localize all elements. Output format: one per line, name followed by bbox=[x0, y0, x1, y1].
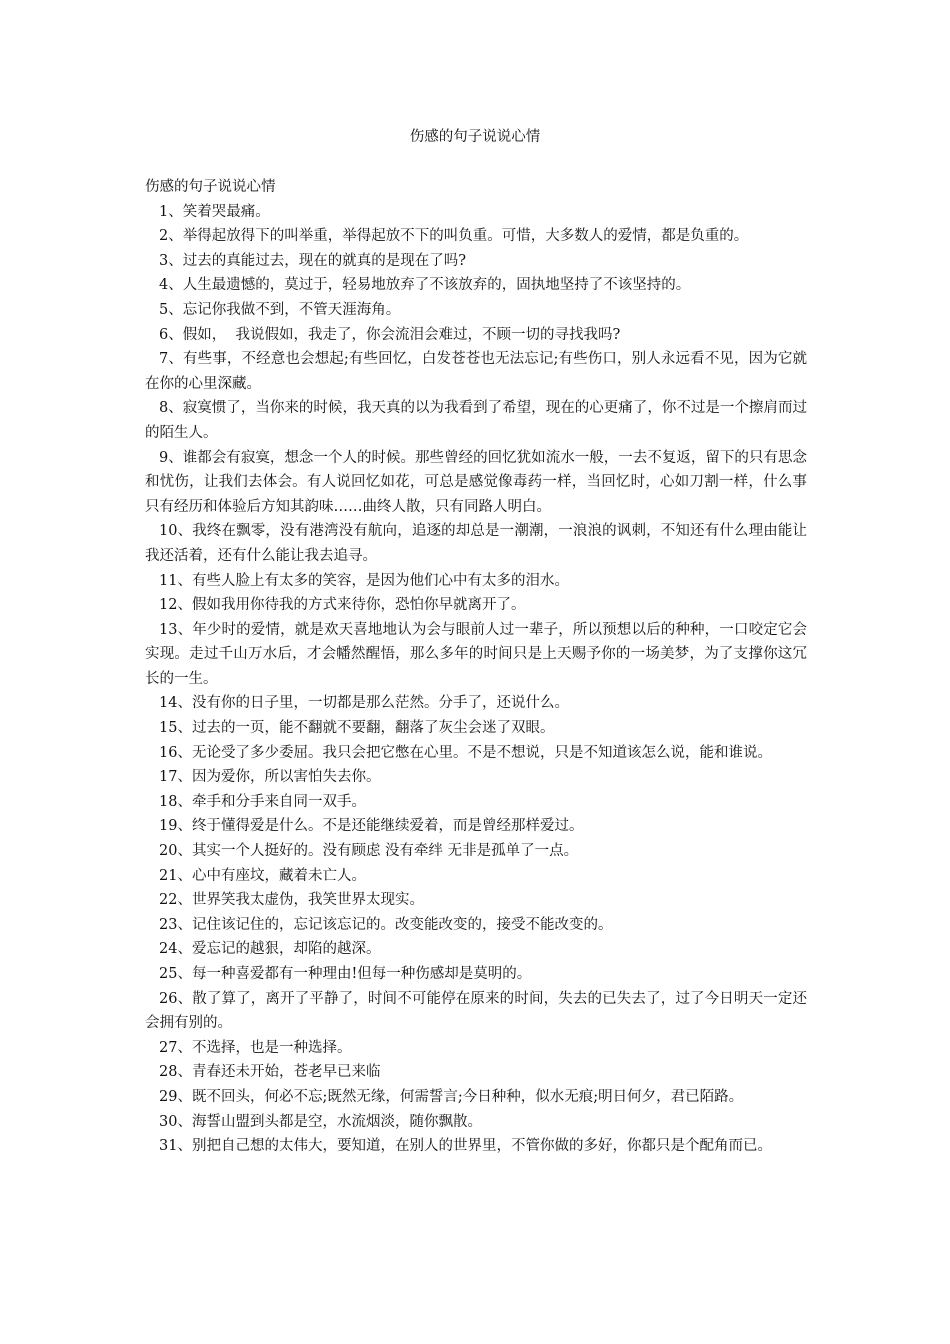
list-item: 13、年少时的爱情，就是欢天喜地地认为会与眼前人过一辈子，所以预想以后的种种，一口咬定它会实现。走过千山万水后，才会幡然醒悟，那么多年的时间只是上天赐予你的一场美梦，为了支撑你这冗长的一生。 bbox=[145, 621, 807, 687]
list-item: 30、海誓山盟到头都是空，水流烟淡，随你飘散。 bbox=[159, 1113, 482, 1130]
list-item: 10、我终在飘零，没有港湾没有航向，追逐的却总是一潮潮，一浪浪的讽刺，不知还有什么理由能让我还活着，还有什么能让我去追寻。 bbox=[145, 523, 807, 564]
list-item: 21、心中有座坟，藏着未亡人。 bbox=[159, 867, 366, 884]
list-item: 11、有些人脸上有太多的笑容，是因为他们心中有太多的泪水。 bbox=[159, 572, 569, 589]
list-item: 2、举得起放得下的叫举重，举得起放不下的叫负重。可惜，大多数人的爱情，都是负重的。 bbox=[159, 228, 749, 245]
list-item: 17、因为爱你，所以害怕失去你。 bbox=[159, 769, 381, 786]
list-item: 16、无论受了多少委屈。我只会把它憋在心里。不是不想说，只是不知道该怎么说，能和谁说。 bbox=[159, 744, 772, 761]
document-body bbox=[145, 175, 807, 1159]
list-item: 14、没有你的日子里，一切都是那么茫然。分手了，还说什么。 bbox=[159, 695, 569, 712]
list-item: 26、散了算了，离开了平静了，时间不可能停在原来的时间，失去的已失去了，过了今日明天一定还会拥有别的。 bbox=[145, 990, 807, 1032]
list-item: 3、过去的真能过去，现在的就真的是现在了吗? bbox=[159, 252, 466, 269]
list-item: 20、其实一个人挺好的。没有顾虑 没有牵绊 无非是孤单了一点。 bbox=[159, 843, 579, 860]
list-item: 19、终于懂得爱是什么。不是还能继续爱着，而是曾经那样爱过。 bbox=[159, 818, 584, 835]
list-item: 4、人生最遗憾的，莫过于，轻易地放弃了不该放弃的，固执地坚持了不该坚持的。 bbox=[159, 277, 691, 294]
list-item: 24、爱忘记的越狠，却陷的越深。 bbox=[159, 941, 381, 958]
list-item: 23、记住该记住的，忘记该忘记的。改变能改变的，接受不能改变的。 bbox=[159, 916, 613, 933]
list-item: 22、世界笑我太虚伪，我笑世界太现实。 bbox=[159, 892, 424, 909]
list-item: 1、笑着哭最痛。 bbox=[159, 203, 270, 220]
list-item: 8、寂寞惯了，当你来的时候，我天真的以为我看到了希望，现在的心更痛了，你不过是一个擦肩而过的陌生人。 bbox=[145, 400, 807, 441]
list-item: 5、忘记你我做不到，不管天涯海角。 bbox=[159, 301, 401, 318]
list-item: 12、假如我用你待我的方式来待你，恐怕你早就离开了。 bbox=[159, 597, 526, 614]
list-item: 29、既不回头，何必不忘;既然无缘，何需誓言;今日种种，似水无痕;明日何夕，君已陌路。 bbox=[159, 1088, 744, 1105]
list-item: 7、有些事，不经意也会想起;有些回忆，白发苍苍也无法忘记;有些伤口，别人永远看不见，因为它就在你的心里深藏。 bbox=[145, 351, 807, 392]
list-item: 31、别把自己想的太伟大，要知道，在别人的世界里，不管你做的多好，你都只是个配角而已。 bbox=[159, 1138, 772, 1155]
list-item: 27、不选择，也是一种选择。 bbox=[159, 1039, 352, 1056]
list-item: 6、假如， 我说假如，我走了，你会流泪会难过，不顾一切的寻找我吗? bbox=[159, 326, 621, 343]
list-item: 15、过去的一页，能不翻就不要翻，翻落了灰尘会迷了双眼。 bbox=[159, 720, 555, 737]
list-item: 18、牵手和分手来自同一双手。 bbox=[159, 793, 366, 810]
document-subtitle: 伤感的句子说说心情 bbox=[145, 179, 276, 195]
list-item: 9、谁都会有寂寞，想念一个人的时候。那些曾经的回忆犹如流水一般，一去不复返，留下的只有思念和忧伤，让我们去体会。有人说回忆如花，可总是感觉像毒药一样，当回忆时，心如刀割一样，什么事只有经历和体验后方知其韵味……曲终人散，只有同路人明白。 bbox=[145, 449, 807, 515]
list-item: 25、每一种喜爱都有一种理由!但每一种伤感却是莫明的。 bbox=[159, 966, 532, 982]
list-item: 28、青春还未开始，苍老早已来临 bbox=[159, 1064, 381, 1081]
document-title: 伤感的句子说说心情 bbox=[409, 129, 541, 145]
